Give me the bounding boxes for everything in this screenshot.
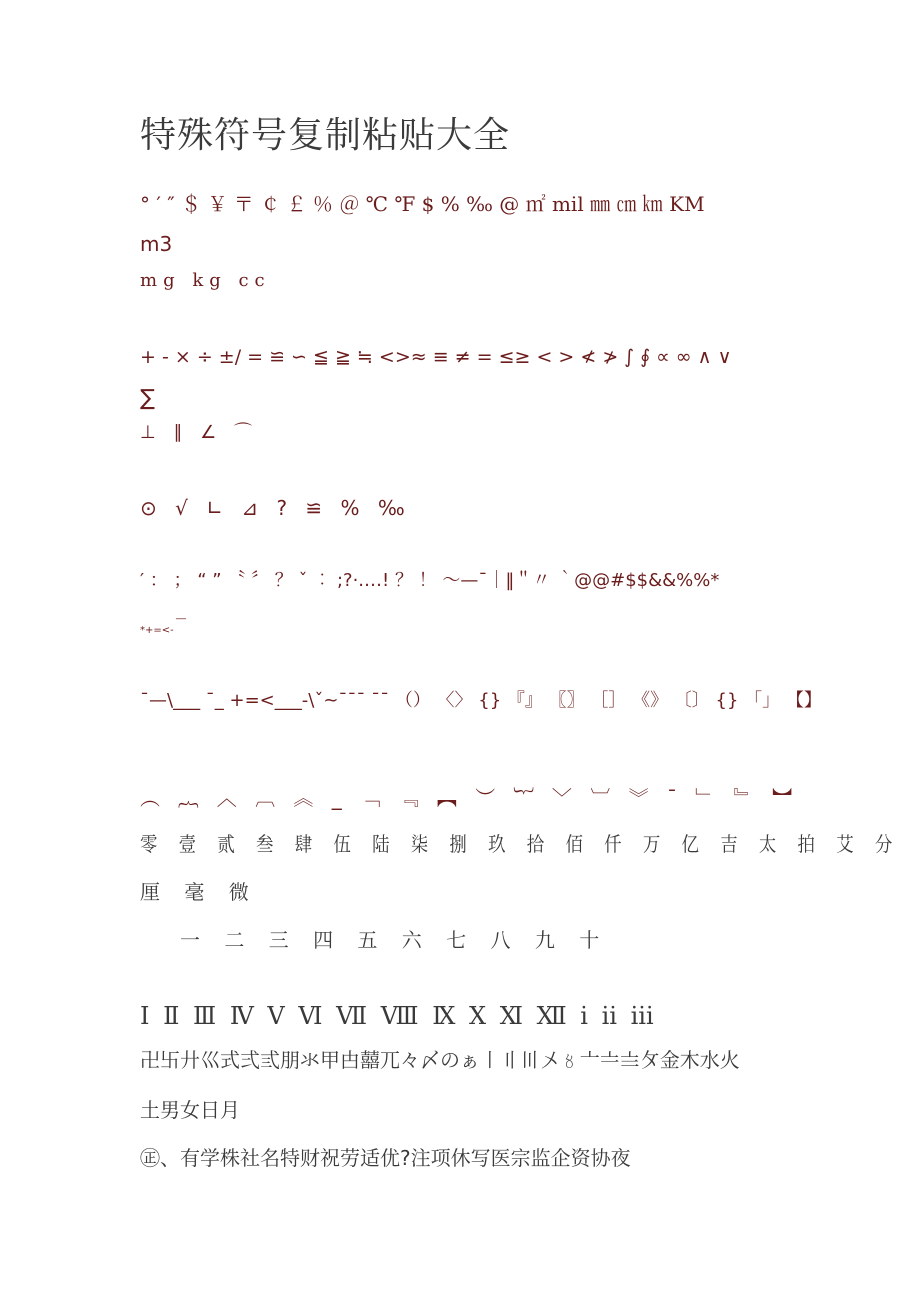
- vertical-brackets-line: ︵ ︷ ︿ ︹ ︽ _ ﹁ ﹃ ︻ ︶ ︸ ﹀ ︺ ︾ ˉ ﹂ ﹄ ︼: [140, 786, 799, 810]
- math-symbols-geometry: ⊥ ∥ ∠ ⌒: [140, 422, 258, 443]
- punctuation-line-cont: *+=<-: [140, 625, 174, 636]
- misc-characters-line: 卍卐廾巛式弍弎朋氺甲甴囍兀々〆のぁ〡〢〣〤〥〦〧〨〩金木水火: [140, 1048, 740, 1072]
- math-symbols-misc: ⊙ √ ∟ ⊿ ? ≌ % ‰: [140, 496, 411, 520]
- weight-units-line: mg kg cc: [140, 270, 271, 291]
- chinese-numerals-line: 一 二 三 四 五 六 七 八 九 十: [180, 928, 609, 952]
- misc-characters-line-cont: 土男女日月: [140, 1098, 240, 1122]
- capital-numerals-line: 零 壹 贰 叁 肆 伍 陆 柒 捌 玖 拾 佰 仟 万 亿 吉 太 拍 艾 分: [140, 832, 901, 856]
- punctuation-overline: __: [176, 609, 186, 620]
- circled-characters-line: ㊣、有学株社名特财祝劳适优?注项休写医宗监企资协夜: [140, 1146, 631, 1170]
- math-symbols-sum: ∑: [140, 386, 155, 411]
- capital-numerals-line-cont: 厘 毫 微: [140, 880, 258, 904]
- roman-numerals-line: Ⅰ Ⅱ Ⅲ Ⅳ Ⅴ Ⅵ Ⅶ Ⅷ Ⅸ Ⅹ Ⅺ Ⅻ ⅰ ⅱ ⅲ: [140, 1002, 657, 1030]
- math-symbols-line: + - × ÷ ±/ = ≌ ∽ ≦ ≧ ≒ <>≈ ≡ ≠ = ≤≥ < > ≮ ≯ ∫ ∮ ∝ ∞ ∧ ∨: [140, 346, 732, 368]
- page-title: 特殊符号复制粘贴大全: [140, 115, 511, 156]
- units-symbols-line-cont: m3: [140, 232, 173, 256]
- units-symbols-line: ° ′ ″ ＄ ￥ 〒 ￠ ￡ ％ ＠ ℃ ℉ $ % ‰ @ ㎡ mil ㎜ ㎝ ㎞ KM: [140, 192, 705, 216]
- punctuation-line: ′ ： ； “ ” 〝 〞 ？ ˇ ︰ ;?·.…! ？ ！ ～—¯｜‖＂〃 ｀@@#$$&&%%*: [140, 570, 720, 591]
- brackets-line: ¯—\___ ¯_ +=<___-\ˇ~¯¯¯ ¯¯ （） 〈〉 {} 『』 〖〗 ［］ 《》 〔〕 {} 「」 【】: [140, 690, 822, 711]
